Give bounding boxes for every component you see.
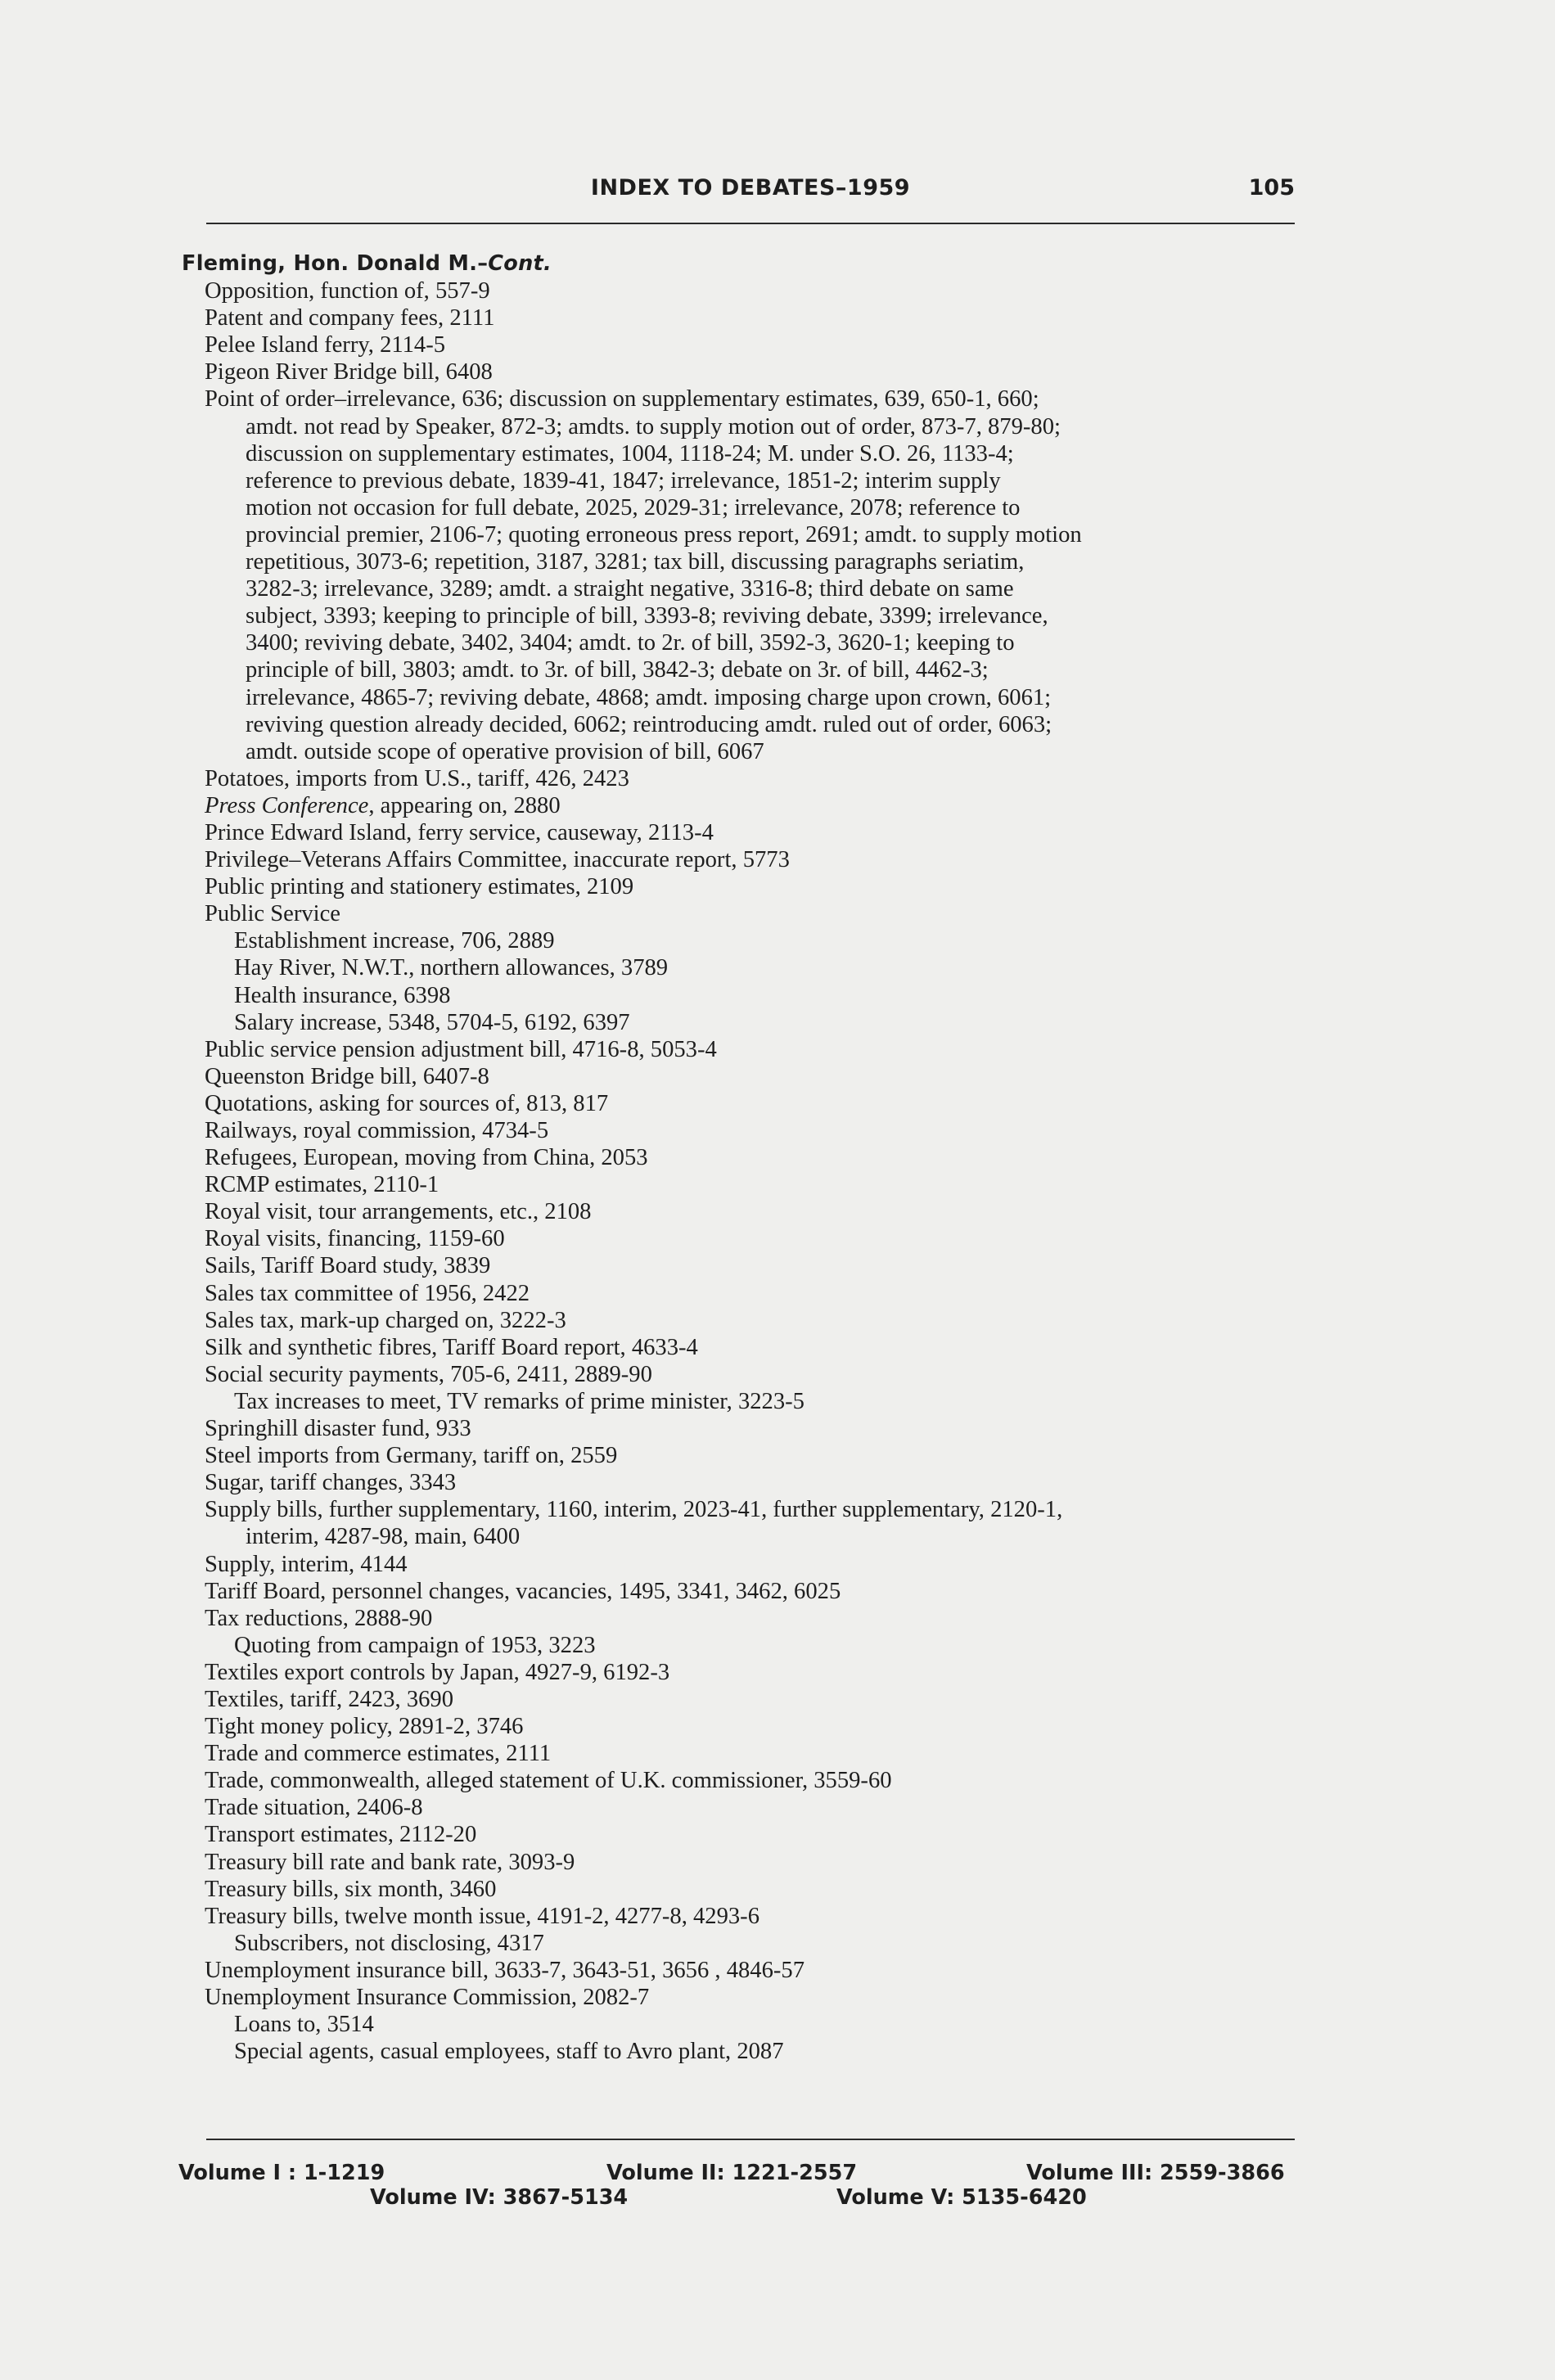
index-item: Social security payments, 705-6, 2411, 2889-90 <box>205 1361 652 1387</box>
index-item: Trade and commerce estimates, 2111 <box>205 1741 552 1767</box>
volume-range: Volume IV: 3867-5134 <box>370 2185 629 2210</box>
index-item: Treasury bills, six month, 3460 <box>205 1876 497 1902</box>
point-of-order-line: irrelevance, 4865-7; reviving debate, 4868; amdt. imposing charge upon crown, 6061; <box>246 684 1052 710</box>
volume-range: Volume III: 2559-3866 <box>1026 2161 1285 2185</box>
index-item: Railways, royal commission, 4734-5 <box>205 1118 549 1143</box>
point-of-order-line: provincial premier, 2106-7; quoting erroneous press report, 2691; amdt. to supply motion <box>246 521 1082 548</box>
index-item: Textiles, tariff, 2423, 3690 <box>205 1686 454 1712</box>
index-item: Sugar, tariff changes, 3343 <box>205 1470 457 1496</box>
index-item: Royal visits, financing, 1159-60 <box>205 1226 505 1252</box>
point-of-order-line: amdt. not read by Speaker, 872-3; amdts. to supply motion out of order, 873-7, 879-80; <box>246 413 1061 439</box>
point-of-order-line: 3400; reviving debate, 3402, 3404; amdt. to 2r. of bill, 3592-3, 3620-1; keeping to <box>246 630 1015 656</box>
index-item: Springhill disaster fund, 933 <box>205 1416 471 1442</box>
index-item: Pigeon River Bridge bill, 6408 <box>205 359 493 385</box>
point-of-order-line: amdt. outside scope of operative provision of bill, 6067 <box>246 738 764 764</box>
index-item: Treasury bills, twelve month issue, 4191-2, 4277-8, 4293-6 <box>205 1903 759 1929</box>
index-item: RCMP estimates, 2110-1 <box>205 1172 439 1198</box>
index-item: Steel imports from Germany, tariff on, 2559 <box>205 1443 618 1469</box>
index-item: Public printing and stationery estimates, 2109 <box>205 874 634 900</box>
index-item: Patent and company fees, 2111 <box>205 305 495 331</box>
entry-heading <box>182 250 1344 277</box>
volume-range: Volume II: 1221-2557 <box>606 2161 858 2185</box>
index-item: Sales tax committee of 1956, 2422 <box>205 1280 530 1306</box>
index-subitem: Subscribers, not disclosing, 4317 <box>234 1930 544 1956</box>
index-item: Royal visit, tour arrangements, etc., 2108 <box>205 1199 592 1225</box>
point-of-order-line: discussion on supplementary estimates, 1004, 1118-24; M. under S.O. 26, 1133-4; <box>246 440 1014 467</box>
index-subitem: Establishment increase, 706, 2889 <box>234 928 555 954</box>
index-item: Privilege–Veterans Affairs Committee, inaccurate report, 5773 <box>205 847 790 873</box>
page-title: INDEX TO DEBATES–1959 <box>590 175 911 201</box>
index-item: Refugees, European, moving from China, 2053 <box>205 1145 648 1171</box>
index-item-press-conference <box>182 792 1344 819</box>
index-item: Tight money policy, 2891-2, 3746 <box>205 1714 524 1740</box>
index-item: Sales tax, mark-up charged on, 3222-3 <box>205 1307 566 1333</box>
volume-range: Volume V: 5135-6420 <box>836 2185 1087 2210</box>
index-subitem: Tax increases to meet, TV remarks of prime minister, 3223-5 <box>234 1388 805 1414</box>
point-of-order-line: Point of order–irrelevance, 636; discussion on supplementary estimates, 639, 650-1, 660; <box>205 386 1039 412</box>
index-item: Textiles export controls by Japan, 4927-9, 6192-3 <box>205 1659 670 1685</box>
point-of-order-line: reviving question already decided, 6062; reintroducing amdt. ruled out of order, 6063; <box>246 711 1052 737</box>
index-item: Silk and synthetic fibres, Tariff Board report, 4633-4 <box>205 1334 698 1360</box>
press-conference-rest: , appearing on, 2880 <box>368 792 561 818</box>
press-conference-title: Press Conference <box>205 792 369 818</box>
index-item: Treasury bill rate and bank rate, 3093-9 <box>205 1849 575 1875</box>
running-head <box>206 172 1295 208</box>
index-subitem: Health insurance, 6398 <box>234 982 451 1008</box>
index-item: Transport estimates, 2112-20 <box>205 1822 477 1848</box>
index-item: Trade situation, 2406-8 <box>205 1795 423 1821</box>
point-of-order-line: reference to previous debate, 1839-41, 1847; irrelevance, 1851-2; interim supply <box>246 467 1001 494</box>
index-subitem: Special agents, casual employees, staff to Avro plant, 2087 <box>234 2039 784 2065</box>
footer-rule <box>206 2139 1295 2140</box>
point-of-order-line: motion not occasion for full debate, 2025, 2029-31; irrelevance, 2078; reference to <box>246 494 1021 521</box>
entry-name: Fleming, Hon. Donald M.– <box>182 251 489 276</box>
index-item: Tariff Board, personnel changes, vacancies, 1495, 3341, 3462, 6025 <box>205 1578 841 1604</box>
index-subitem: Loans to, 3514 <box>234 2012 374 2038</box>
index-item: Supply, interim, 4144 <box>205 1551 408 1577</box>
index-item: Quotations, asking for sources of, 813, 817 <box>205 1090 609 1116</box>
entry-cont: Cont. <box>488 251 552 276</box>
index-item: Sails, Tariff Board study, 3839 <box>205 1253 491 1279</box>
index-item: Trade, commonwealth, alleged statement of U.K. commissioner, 3559-60 <box>205 1768 892 1794</box>
index-item: Supply bills, further supplementary, 1160, interim, 2023-41, further supplementary, 2120-1, <box>205 1497 1063 1523</box>
index-item: Potatoes, imports from U.S., tariff, 426, 2423 <box>205 765 629 791</box>
index-item: Prince Edward Island, ferry service, causeway, 2113-4 <box>205 819 714 845</box>
index-body <box>182 250 1344 2065</box>
index-subitem: Quoting from campaign of 1953, 3223 <box>234 1632 596 1658</box>
volume-range: Volume I : 1-1219 <box>178 2161 385 2185</box>
index-item: Opposition, function of, 557-9 <box>205 278 490 304</box>
point-of-order-line: 3282-3; irrelevance, 3289; amdt. a straight negative, 3316-8; third debate on same <box>246 576 1014 602</box>
point-of-order-line: repetitious, 3073-6; repetition, 3187, 3281; tax bill, discussing paragraphs seriatim, <box>246 549 1025 575</box>
index-item: Public Service <box>205 901 340 927</box>
index-subitem: Salary increase, 5348, 5704-5, 6192, 6397 <box>234 1009 630 1035</box>
header-rule <box>206 223 1295 224</box>
index-item-continuation: interim, 4287-98, main, 6400 <box>246 1524 521 1550</box>
page-number: 105 <box>1248 175 1295 201</box>
index-item: Unemployment Insurance Commission, 2082-7 <box>205 1985 650 2010</box>
index-item: Public service pension adjustment bill, 4716-8, 5053-4 <box>205 1036 717 1062</box>
index-subitem: Hay River, N.W.T., northern allowances, 3789 <box>234 955 669 981</box>
index-item: Tax reductions, 2888-90 <box>205 1605 433 1631</box>
point-of-order-entry <box>182 385 1344 764</box>
point-of-order-line: principle of bill, 3803; amdt. to 3r. of bill, 3842-3; debate on 3r. of bill, 4462-3; <box>246 657 989 683</box>
index-item: Unemployment insurance bill, 3633-7, 3643-51, 3656 , 4846-57 <box>205 1957 805 1983</box>
index-item: Pelee Island ferry, 2114-5 <box>205 332 446 358</box>
index-item: Queenston Bridge bill, 6407-8 <box>205 1063 489 1089</box>
point-of-order-line: subject, 3393; keeping to principle of bill, 3393-8; reviving debate, 3399; irrelevance, <box>246 603 1048 629</box>
